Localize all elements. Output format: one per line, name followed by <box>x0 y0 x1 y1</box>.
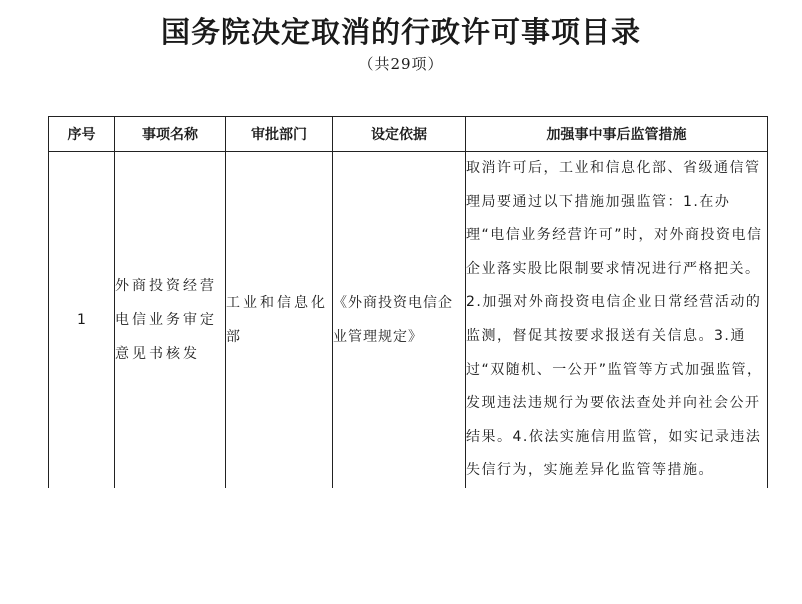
document-title: 国务院决定取消的行政许可事项目录 <box>160 15 641 49</box>
table-row <box>49 152 768 488</box>
cell-department: 工业和信息化部 <box>226 152 333 488</box>
cell-seq: 1 <box>49 152 115 488</box>
table-header-row <box>49 117 768 152</box>
header-legal-basis: 设定依据 <box>333 117 466 152</box>
header-seq: 序号 <box>49 117 115 152</box>
measures-text: 取消许可后，工业和信息化部、省级通信管理局要通过以下措施加强监管：1.在办理“电信业务经营许可”时，对外商投资电信企业落实股比限制要求情况进行严格把关。2.加强对外商投资电信企业日常经营活动的监测，督促其按要求报送有关信息。3.通过“双随机、一公开”监管等方式加强监管，发现违法违规行为要依法查处并向社会公开结果。4.依法实施信用监管，如实记录违法失信行为，实施差异化监管等措施。 <box>466 160 763 479</box>
document-subtitle: （共29项） <box>358 55 444 73</box>
header-item-name: 事项名称 <box>115 117 226 152</box>
header-department: 审批部门 <box>226 117 333 152</box>
catalog-table <box>48 116 768 488</box>
cell-legal-basis: 《外商投资电信企业管理规定》 <box>333 152 466 488</box>
cell-measures <box>466 152 768 488</box>
header-measures: 加强事中事后监管措施 <box>466 117 768 152</box>
cell-item-name: 外商投资经营电信业务审定意见书核发 <box>115 152 226 488</box>
